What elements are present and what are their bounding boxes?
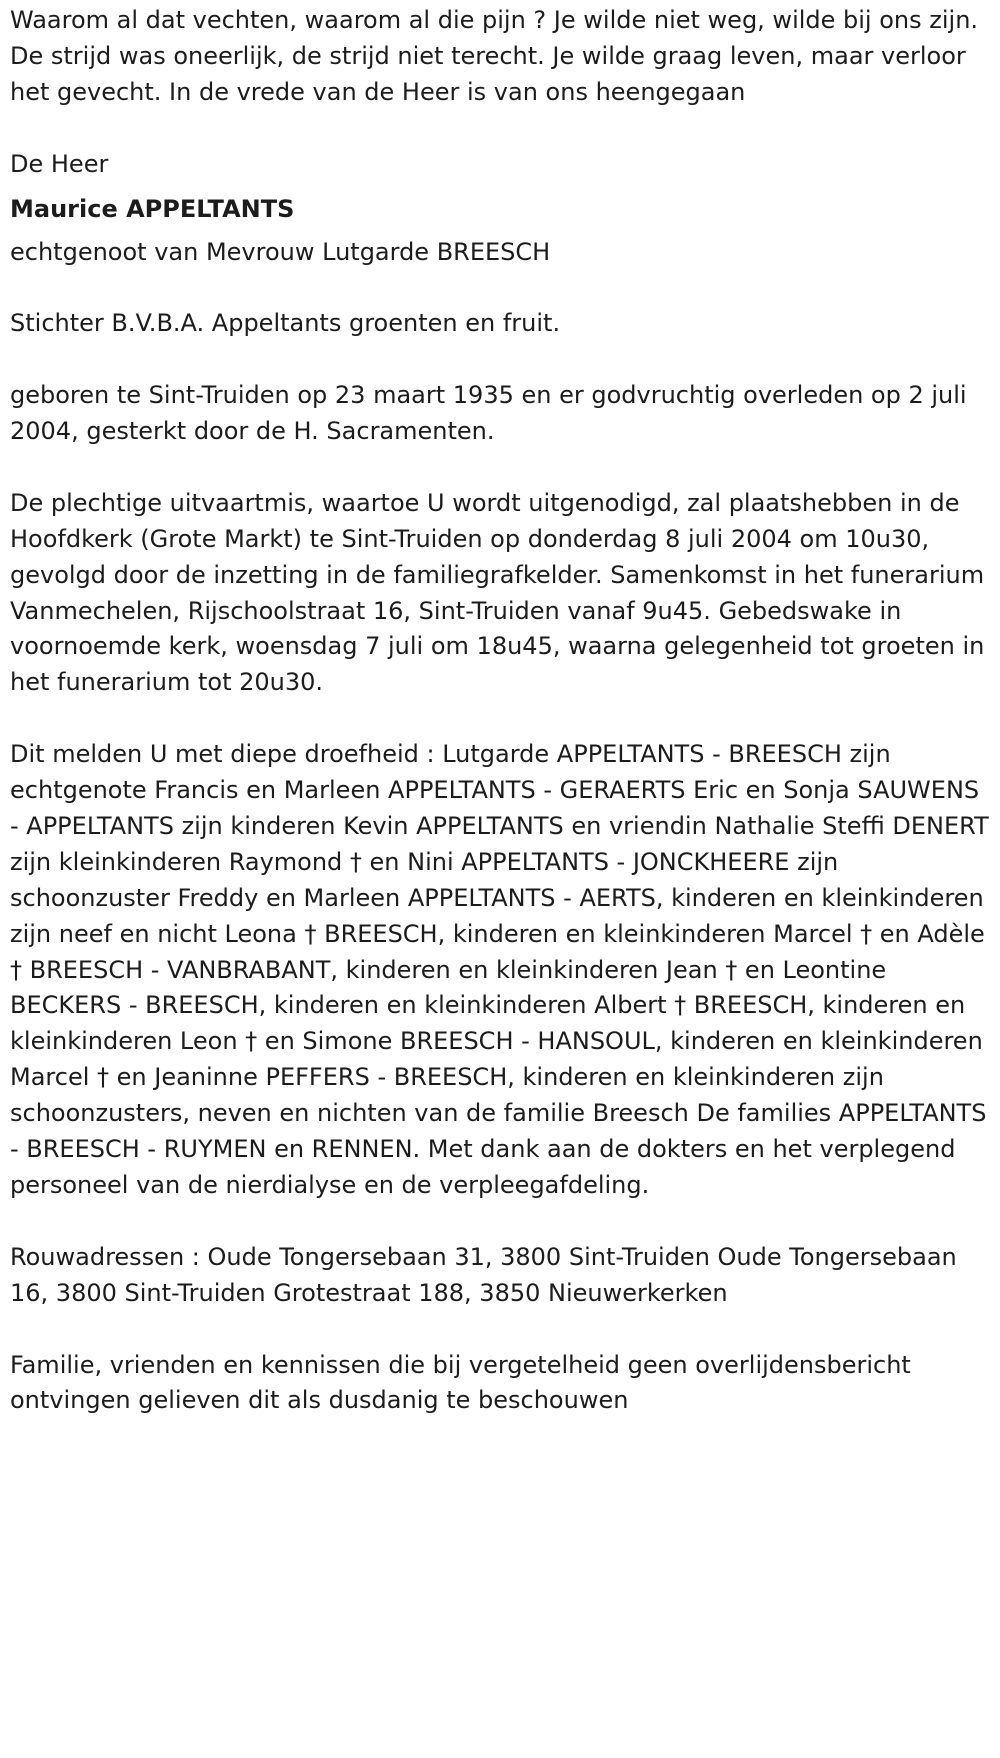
- birth-death-paragraph: geboren te Sint-Truiden op 23 maart 1935 en er godvruchtig overleden op 2 juli 2004, gesterkt door de H. Sacramenten.: [10, 381, 967, 446]
- deceased-name: Maurice APPELTANTS: [10, 194, 295, 223]
- spouse-line: echtgenoot van Mevrouw Lutgarde BREESCH: [10, 237, 551, 266]
- addresses-paragraph: Rouwadressen : Oude Tongersebaan 31, 3800 Sint-Truiden Oude Tongersebaan 16, 3800 Sint-Truiden Grotestraat 188, 3850 Nieuwerkerken: [10, 1242, 957, 1307]
- family-paragraph: Dit melden U met diepe droefheid : Lutgarde APPELTANTS - BREESCH zijn echtgenote Francis en Marleen APPELTANTS - GERAERTS Eric en Sonja SAUWENS - APPELTANTS zijn kinderen Kevin APPELTANTS en vriendin Nathalie Steffi DENERT zijn kleinkinderen Raymond † en Nini APPELTANTS - JONCKHEERE zijn schoonzuster Freddy en Marleen APPELTANTS - AERTS, kinderen en kleinkinderen zijn neef en nicht Leona † BREESCH, kinderen en kleinkinderen Marcel † en Adèle † BREESCH - VANBRABANT, kinderen en kleinkinderen Jean † en Leontine BECKERS - BREESCH, kinderen en kleinkinderen Albert † BREESCH, kinderen en kleinkinderen Leon † en Simone BREESCH - HANSOUL, kinderen en kleinkinderen Marcel † en Jeaninne PEFFERS - BREESCH, kinderen en kleinkinderen zijn schoonzusters, neven en nichten van de familie Breesch De families APPELTANTS - BREESCH - RUYMEN en RENNEN. Met dank aan de dokters en het verplegend personeel van de nierdialyse en de verpleegafdeling.: [10, 740, 989, 1200]
- intro-paragraph: Waarom al dat vechten, waarom al die pijn ? Je wilde niet weg, wilde bij ons zijn. De strijd was oneerlijk, de strijd niet terecht. Je wilde graag leven, maar verloor het gevecht. In de vrede van de Heer is van ons heengegaan: [10, 6, 979, 106]
- founder-line: Stichter B.V.B.A. Appeltants groenten en fruit.: [10, 309, 561, 338]
- funeral-paragraph: De plechtige uitvaartmis, waartoe U wordt uitgenodigd, zal plaatshebben in de Hoofdkerk (Grote Markt) te Sint-Truiden op donderdag 8 juli 2004 om 10u30, gevolgd door de inzetting in de familiegrafkelder. Samenkomst in het funerarium Vanmechelen, Rijschoolstraat 16, Sint-Truiden vanaf 9u45. Gebedswake in voornoemde kerk, woensdag 7 juli om 18u45, waarna gelegenheid tot groeten in het funerarium tot 20u30.: [10, 488, 985, 697]
- honorific: De Heer: [10, 149, 109, 178]
- death-notice: [10, 3, 990, 1455]
- closing-paragraph: Familie, vrienden en kennissen die bij vergetelheid geen overlijdensbericht ontvingen gelieven dit als dusdanig te beschouwen: [10, 1350, 911, 1415]
